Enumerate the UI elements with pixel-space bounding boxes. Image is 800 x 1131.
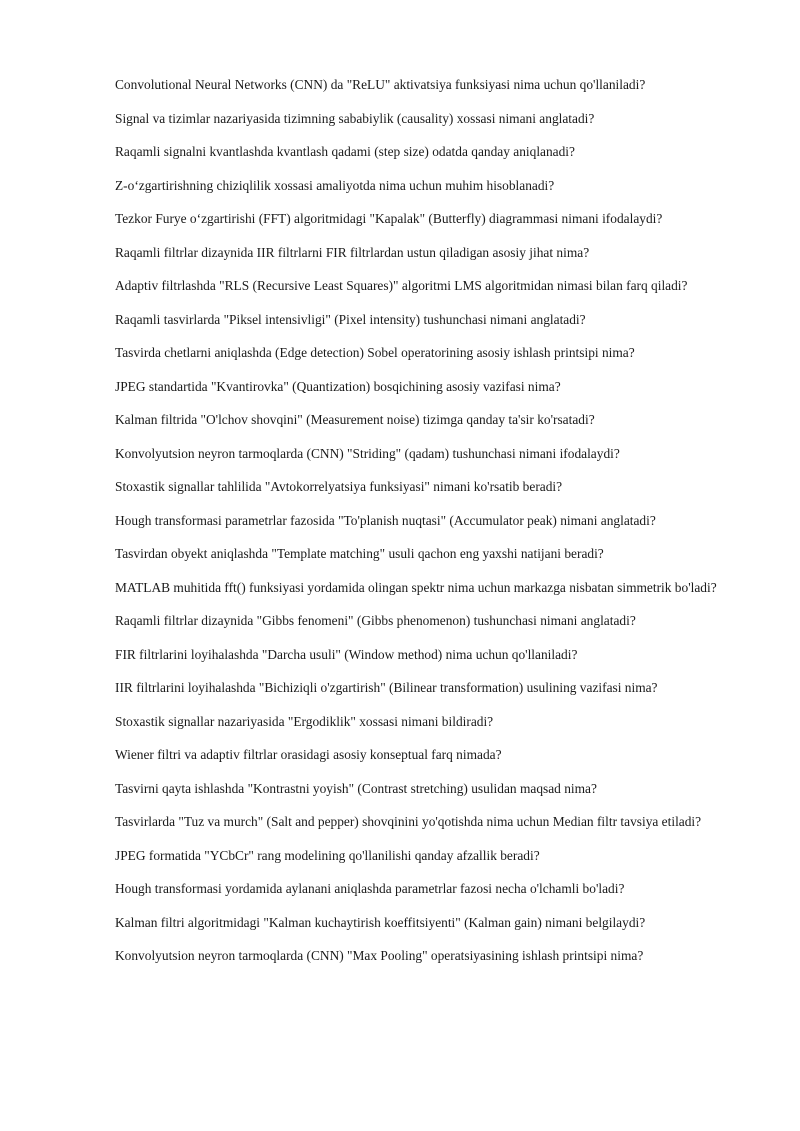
question-item: Tasvirni qayta ishlashda "Kontrastni yoyish" (Contrast stretching) usulidan maqsad nima? bbox=[115, 780, 597, 796]
question-item: Konvolyutsion neyron tarmoqlarda (CNN) "Striding" (qadam) tushunchasi nimani ifodalaydi? bbox=[115, 445, 620, 461]
question-item: IIR filtrlarini loyihalashda "Bichiziqli o'zgartirish" (Bilinear transformation) usulining vazifasi nima? bbox=[115, 680, 658, 695]
question-item: Kalman filtri algoritmidagi "Kalman kuchaytirish koeffitsiyenti" (Kalman gain) nimani belgilaydi? bbox=[115, 914, 646, 930]
question-item: FIR filtrlarini loyihalashda "Darcha usuli" (Window method) nima uchun qo'llaniladi? bbox=[115, 646, 578, 662]
question-item: Tasvirlarda "Tuz va murch" (Salt and pepper) shovqinini yo'qotishda nima uchun Median filtr tavsiya etiladi? bbox=[115, 814, 702, 829]
question-list bbox=[115, 77, 740, 982]
question-item: Raqamli filtrlar dizaynida "Gibbs fenomeni" (Gibbs phenomenon) tushunchasi nimani anglatadi? bbox=[115, 613, 636, 628]
question-item: Raqamli filtrlar dizaynida IIR filtrlarni FIR filtrlardan ustun qiladigan asosiy jihat nima? bbox=[115, 244, 590, 260]
question-item: Tezkor Furye o‘zgartirishi (FFT) algoritmidagi "Kapalak" (Butterfly) diagrammasi nimani ifodalaydi? bbox=[115, 211, 663, 226]
question-item: MATLAB muhitida fft() funksiyasi yordamida olingan spektr nima uchun markazga nisbatan simmetrik bo'ladi? bbox=[115, 579, 717, 595]
question-item: Adaptiv filtrlashda "RLS (Recursive Least Squares)" algoritmi LMS algoritmidan nimasi bilan farq qiladi? bbox=[115, 278, 688, 293]
question-item: Signal va tizimlar nazariyasida tizimning sababiylik (causality) xossasi nimani anglatadi? bbox=[115, 110, 595, 126]
question-item: Wiener filtri va adaptiv filtrlar orasidagi asosiy konseptual farq nimada? bbox=[115, 747, 502, 762]
question-item: Konvolyutsion neyron tarmoqlarda (CNN) "Max Pooling" operatsiyasining ishlash printsipi nima? bbox=[115, 948, 644, 963]
question-item: Tasvirdan obyekt aniqlashda "Template matching" usuli qachon eng yaxshi natijani beradi? bbox=[115, 546, 604, 561]
question-item: JPEG formatida "YCbCr" rang modelining qo'llanilishi qanday afzallik beradi? bbox=[115, 847, 540, 863]
question-item: JPEG standartida "Kvantirovka" (Quantization) bosqichining asosiy vazifasi nima? bbox=[115, 378, 561, 394]
question-item: Convolutional Neural Networks (CNN) da "ReLU" aktivatsiya funksiyasi nima uchun qo'llaniladi? bbox=[115, 77, 646, 92]
question-item: Stoxastik signallar nazariyasida "Ergodiklik" xossasi nimani bildiradi? bbox=[115, 713, 494, 729]
question-item: Raqamli signalni kvantlashda kvantlash qadami (step size) odatda qanday aniqlanadi? bbox=[115, 144, 575, 159]
question-item: Tasvirda chetlarni aniqlashda (Edge detection) Sobel operatorining asosiy ishlash printsipi nima? bbox=[115, 345, 635, 360]
question-item: Hough transformasi yordamida aylanani aniqlashda parametrlar fazosi necha o'lchamli bo'ladi? bbox=[115, 881, 625, 896]
question-item: Hough transformasi parametrlar fazosida "To'planish nuqtasi" (Accumulator peak) nimani anglatadi? bbox=[115, 512, 656, 528]
question-item: Raqamli tasvirlarda "Piksel intensivligi" (Pixel intensity) tushunchasi nimani anglatadi? bbox=[115, 311, 586, 327]
question-item: Z-o‘zgartirishning chiziqlilik xossasi amaliyotda nima uchun muhim hisoblanadi? bbox=[115, 177, 555, 193]
question-item: Kalman filtrida "O'lchov shovqini" (Measurement noise) tizimga qanday ta'sir ko'rsatadi? bbox=[115, 412, 595, 427]
question-item: Stoxastik signallar tahlilida "Avtokorrelyatsiya funksiyasi" nimani ko'rsatib beradi? bbox=[115, 479, 563, 494]
